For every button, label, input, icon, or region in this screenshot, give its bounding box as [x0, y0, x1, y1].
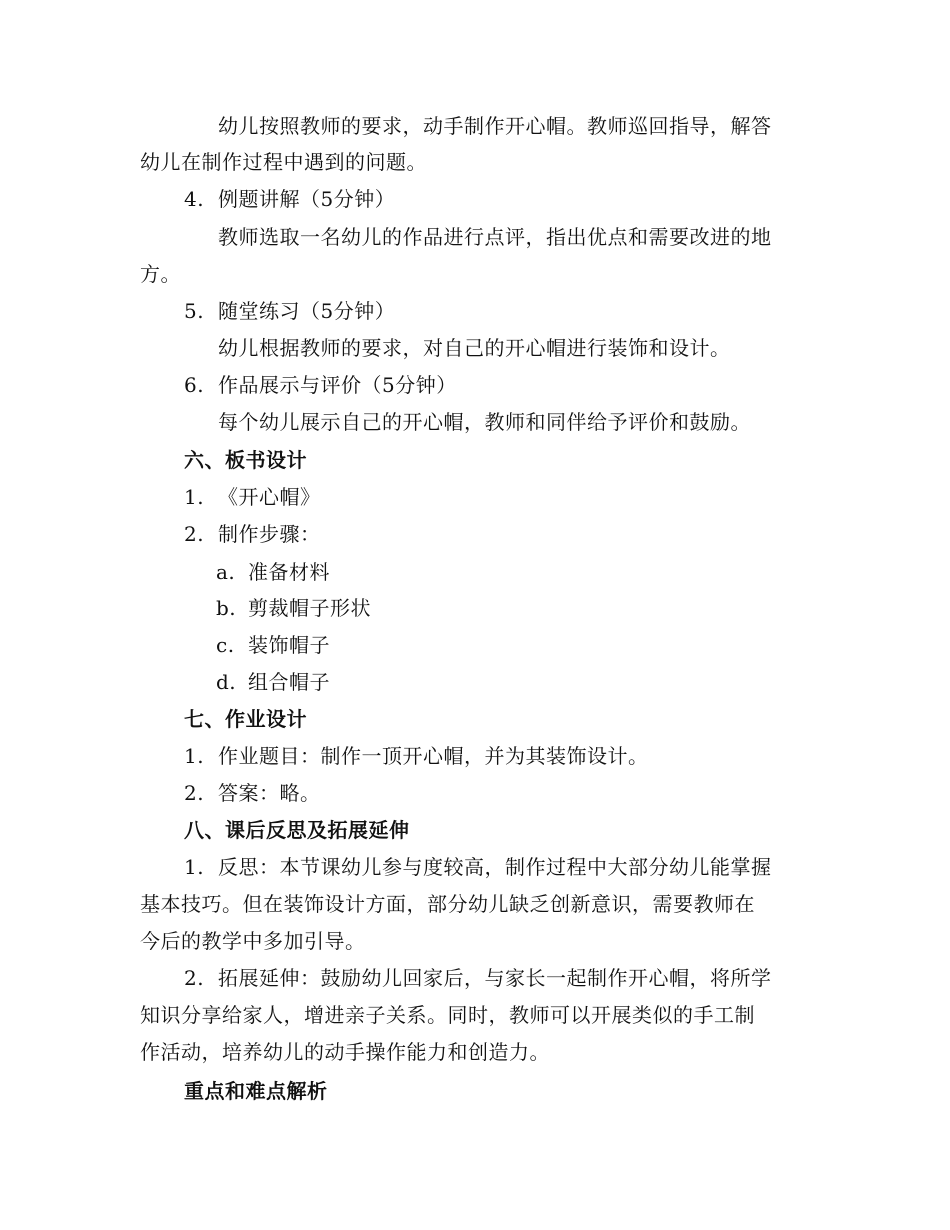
sub-list-text: 准备材料 [248, 560, 330, 584]
sub-list-item [216, 594, 371, 622]
list-item [184, 964, 772, 992]
list-text: 反思：本节课幼儿参与度较高，制作过程中大部分幼儿能掌握 [218, 855, 772, 879]
sub-list-letter: c. [216, 633, 235, 657]
paragraph-line: 幼儿在制作过程中遇到的问题。 [140, 150, 427, 174]
list-number: 1. [184, 485, 205, 509]
paragraph-line: 幼儿根据教师的要求，对自己的开心帽进行装饰和设计。 [218, 336, 731, 360]
list-number: 1. [184, 744, 205, 768]
list-text: 作业题目：制作一顶开心帽，并为其装饰设计。 [218, 744, 649, 768]
list-item [184, 742, 649, 770]
sub-list-letter: a. [216, 560, 236, 584]
list-text: 制作步骤： [218, 522, 321, 546]
list-item [184, 483, 321, 511]
list-text: 拓展延伸：鼓励幼儿回家后，与家长一起制作开心帽，将所学 [218, 966, 772, 990]
sub-list-text: 剪裁帽子形状 [248, 596, 371, 620]
sub-list-item [216, 631, 330, 659]
list-item [184, 853, 772, 881]
list-number: 5. [184, 299, 205, 323]
paragraph-line: 作活动，培养幼儿的动手操作能力和创造力。 [140, 1040, 550, 1064]
section-heading: 重点和难点解析 [184, 1079, 328, 1103]
paragraph-line: 今后的教学中多加引导。 [140, 929, 366, 953]
paragraph-line: 教师选取一名幼儿的作品进行点评，指出优点和需要改进的地 [218, 225, 772, 249]
sub-list-item [216, 668, 330, 696]
list-item [184, 520, 321, 548]
paragraph-line: 基本技巧。但在装饰设计方面，部分幼儿缺乏创新意识，需要教师在 [140, 892, 755, 916]
sub-list-item [216, 558, 330, 586]
list-item [184, 779, 321, 807]
sub-list-text: 组合帽子 [248, 670, 330, 694]
list-number: 4. [184, 187, 205, 211]
list-text: 答案：略。 [218, 781, 321, 805]
list-number: 2. [184, 966, 205, 990]
paragraph-line: 幼儿按照教师的要求，动手制作开心帽。教师巡回指导，解答 [218, 114, 772, 138]
section-heading: 八、课后反思及拓展延伸 [184, 818, 410, 842]
list-number: 1. [184, 855, 205, 879]
list-number: 2. [184, 781, 205, 805]
sub-list-text: 装饰帽子 [248, 633, 330, 657]
list-text: 例题讲解（5分钟） [218, 187, 396, 211]
list-item [184, 185, 395, 213]
section-heading: 六、板书设计 [184, 448, 307, 472]
list-text: 随堂练习（5分钟） [218, 299, 396, 323]
list-number: 2. [184, 522, 205, 546]
section-heading: 七、作业设计 [184, 707, 307, 731]
list-text: 作品展示与评价（5分钟） [218, 373, 457, 397]
sub-list-letter: b. [216, 596, 237, 620]
paragraph-line: 知识分享给家人，增进亲子关系。同时，教师可以开展类似的手工制 [140, 1003, 755, 1027]
paragraph-line: 方。 [140, 262, 181, 286]
paragraph-line: 每个幼儿展示自己的开心帽，教师和同伴给予评价和鼓励。 [218, 410, 751, 434]
list-number: 6. [184, 373, 205, 397]
list-text: 《开心帽》 [218, 485, 321, 509]
sub-list-letter: d. [216, 670, 237, 694]
list-item [184, 371, 457, 399]
list-item [184, 297, 395, 325]
